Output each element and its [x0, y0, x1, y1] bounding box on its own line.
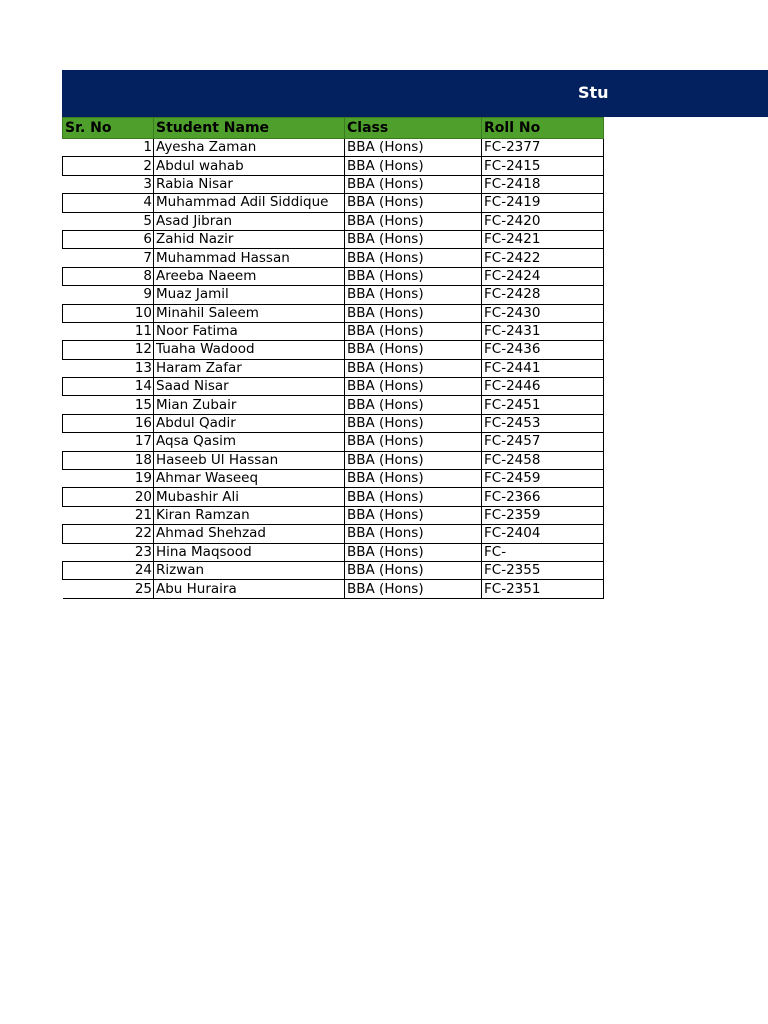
cell-student-name[interactable]: Mian Zubair — [154, 396, 345, 414]
cell-student-name[interactable]: Areeba Naeem — [154, 267, 345, 285]
cell-class[interactable]: BBA (Hons) — [345, 157, 482, 175]
title-banner — [62, 70, 768, 117]
table-row — [63, 359, 604, 377]
cell-student-name[interactable]: Ahmar Waseeq — [154, 470, 345, 488]
cell-student-name[interactable]: Ayesha Zaman — [154, 139, 345, 157]
cell-class[interactable]: BBA (Hons) — [345, 267, 482, 285]
student-table — [62, 117, 604, 599]
cell-sr-no[interactable]: 18 — [63, 451, 154, 469]
table-row — [63, 322, 604, 340]
cell-sr-no[interactable]: 3 — [63, 175, 154, 193]
cell-class[interactable]: BBA (Hons) — [345, 433, 482, 451]
header-class[interactable]: Class — [345, 118, 482, 139]
cell-sr-no[interactable]: 1 — [63, 139, 154, 157]
cell-roll-no[interactable]: FC-2436 — [482, 341, 604, 359]
table-row — [63, 286, 604, 304]
cell-roll-no[interactable]: FC-2420 — [482, 212, 604, 230]
cell-class[interactable]: BBA (Hons) — [345, 396, 482, 414]
table-row — [63, 396, 604, 414]
cell-roll-no[interactable]: FC-2431 — [482, 322, 604, 340]
cell-sr-no[interactable]: 19 — [63, 470, 154, 488]
header-roll-no[interactable]: Roll No — [482, 118, 604, 139]
cell-sr-no[interactable]: 17 — [63, 433, 154, 451]
cell-roll-no[interactable]: FC-2441 — [482, 359, 604, 377]
table-row — [63, 378, 604, 396]
cell-student-name[interactable]: Rizwan — [154, 561, 345, 579]
cell-student-name[interactable]: Muhammad Adil Siddique — [154, 194, 345, 212]
cell-sr-no[interactable]: 14 — [63, 378, 154, 396]
cell-roll-no[interactable]: FC-2419 — [482, 194, 604, 212]
table-row — [63, 341, 604, 359]
table-row — [63, 470, 604, 488]
cell-roll-no[interactable]: FC-2351 — [482, 580, 604, 598]
header-sr-no[interactable]: Sr. No — [63, 118, 154, 139]
cell-student-name[interactable]: Rabia Nisar — [154, 175, 345, 193]
cell-sr-no[interactable]: 11 — [63, 322, 154, 340]
cell-roll-no[interactable]: FC-2377 — [482, 139, 604, 157]
cell-roll-no[interactable]: FC-2355 — [482, 561, 604, 579]
cell-class[interactable]: BBA (Hons) — [345, 525, 482, 543]
table-row — [63, 488, 604, 506]
cell-sr-no[interactable]: 24 — [63, 561, 154, 579]
table-row — [63, 561, 604, 579]
cell-student-name[interactable]: Muaz Jamil — [154, 286, 345, 304]
table-row — [63, 580, 604, 598]
cell-roll-no[interactable]: FC-2421 — [482, 230, 604, 248]
cell-student-name[interactable]: Mubashir Ali — [154, 488, 345, 506]
table-row — [63, 433, 604, 451]
cell-class[interactable]: BBA (Hons) — [345, 414, 482, 432]
cell-sr-no[interactable]: 22 — [63, 525, 154, 543]
cell-student-name[interactable]: Kiran Ramzan — [154, 506, 345, 524]
table-row — [63, 267, 604, 285]
cell-sr-no[interactable]: 4 — [63, 194, 154, 212]
cell-sr-no[interactable]: 6 — [63, 230, 154, 248]
cell-class[interactable]: BBA (Hons) — [345, 506, 482, 524]
cell-roll-no[interactable]: FC-2424 — [482, 267, 604, 285]
cell-sr-no[interactable]: 12 — [63, 341, 154, 359]
cell-roll-no[interactable]: FC-2459 — [482, 470, 604, 488]
cell-roll-no[interactable]: FC-2458 — [482, 451, 604, 469]
table-row — [63, 157, 604, 175]
cell-sr-no[interactable]: 2 — [63, 157, 154, 175]
cell-sr-no[interactable]: 10 — [63, 304, 154, 322]
cell-student-name[interactable]: Abu Huraira — [154, 580, 345, 598]
cell-student-name[interactable]: Aqsa Qasim — [154, 433, 345, 451]
cell-sr-no[interactable]: 16 — [63, 414, 154, 432]
cell-sr-no[interactable]: 23 — [63, 543, 154, 561]
cell-roll-no[interactable]: FC- — [482, 543, 604, 561]
table-row — [63, 175, 604, 193]
cell-student-name[interactable]: Minahil Saleem — [154, 304, 345, 322]
header-student-name[interactable]: Student Name — [154, 118, 345, 139]
cell-class[interactable]: BBA (Hons) — [345, 249, 482, 267]
cell-class[interactable]: BBA (Hons) — [345, 194, 482, 212]
cell-roll-no[interactable]: FC-2451 — [482, 396, 604, 414]
cell-student-name[interactable]: Noor Fatima — [154, 322, 345, 340]
table-row — [63, 451, 604, 469]
cell-sr-no[interactable]: 8 — [63, 267, 154, 285]
cell-student-name[interactable]: Muhammad Hassan — [154, 249, 345, 267]
cell-class[interactable]: BBA (Hons) — [345, 378, 482, 396]
cell-class[interactable]: BBA (Hons) — [345, 304, 482, 322]
table-row — [63, 304, 604, 322]
cell-student-name[interactable]: Hina Maqsood — [154, 543, 345, 561]
table-row — [63, 414, 604, 432]
cell-class[interactable]: BBA (Hons) — [345, 212, 482, 230]
table-row — [63, 139, 604, 157]
table-row — [63, 543, 604, 561]
cell-class[interactable]: BBA (Hons) — [345, 488, 482, 506]
cell-roll-no[interactable]: FC-2430 — [482, 304, 604, 322]
header-row — [63, 118, 604, 139]
cell-sr-no[interactable]: 5 — [63, 212, 154, 230]
cell-sr-no[interactable]: 13 — [63, 359, 154, 377]
cell-class[interactable]: BBA (Hons) — [345, 451, 482, 469]
cell-class[interactable]: BBA (Hons) — [345, 139, 482, 157]
cell-sr-no[interactable]: 7 — [63, 249, 154, 267]
cell-class[interactable]: BBA (Hons) — [345, 359, 482, 377]
cell-class[interactable]: BBA (Hons) — [345, 286, 482, 304]
cell-student-name[interactable]: Tuaha Wadood — [154, 341, 345, 359]
cell-student-name[interactable]: Haseeb Ul Hassan — [154, 451, 345, 469]
table-row — [63, 506, 604, 524]
cell-student-name[interactable]: Ahmad Shehzad — [154, 525, 345, 543]
table-row — [63, 212, 604, 230]
cell-student-name[interactable]: Saad Nisar — [154, 378, 345, 396]
cell-roll-no[interactable]: FC-2457 — [482, 433, 604, 451]
cell-sr-no[interactable]: 25 — [63, 580, 154, 598]
cell-roll-no[interactable]: FC-2366 — [482, 488, 604, 506]
cell-student-name[interactable]: Abdul Qadir — [154, 414, 345, 432]
table-row — [63, 249, 604, 267]
table-row — [63, 230, 604, 248]
cell-class[interactable]: BBA (Hons) — [345, 580, 482, 598]
cell-roll-no[interactable]: FC-2446 — [482, 378, 604, 396]
cell-class[interactable]: BBA (Hons) — [345, 175, 482, 193]
cell-student-name[interactable]: Abdul wahab — [154, 157, 345, 175]
cell-student-name[interactable]: Haram Zafar — [154, 359, 345, 377]
cell-class[interactable]: BBA (Hons) — [345, 470, 482, 488]
cell-class[interactable]: BBA (Hons) — [345, 322, 482, 340]
table-body — [63, 139, 604, 599]
table-row — [63, 194, 604, 212]
cell-class[interactable]: BBA (Hons) — [345, 561, 482, 579]
cell-roll-no[interactable]: FC-2453 — [482, 414, 604, 432]
sheet-title: Stu — [578, 83, 609, 102]
cell-roll-no[interactable]: FC-2422 — [482, 249, 604, 267]
cell-class[interactable]: BBA (Hons) — [345, 341, 482, 359]
cell-roll-no[interactable]: FC-2418 — [482, 175, 604, 193]
cell-roll-no[interactable]: FC-2404 — [482, 525, 604, 543]
cell-roll-no[interactable]: FC-2415 — [482, 157, 604, 175]
cell-class[interactable]: BBA (Hons) — [345, 230, 482, 248]
cell-student-name[interactable]: Zahid Nazir — [154, 230, 345, 248]
table-row — [63, 525, 604, 543]
cell-class[interactable]: BBA (Hons) — [345, 543, 482, 561]
cell-sr-no[interactable]: 20 — [63, 488, 154, 506]
cell-roll-no[interactable]: FC-2359 — [482, 506, 604, 524]
cell-sr-no[interactable]: 21 — [63, 506, 154, 524]
cell-sr-no[interactable]: 15 — [63, 396, 154, 414]
cell-roll-no[interactable]: FC-2428 — [482, 286, 604, 304]
cell-sr-no[interactable]: 9 — [63, 286, 154, 304]
cell-student-name[interactable]: Asad Jibran — [154, 212, 345, 230]
